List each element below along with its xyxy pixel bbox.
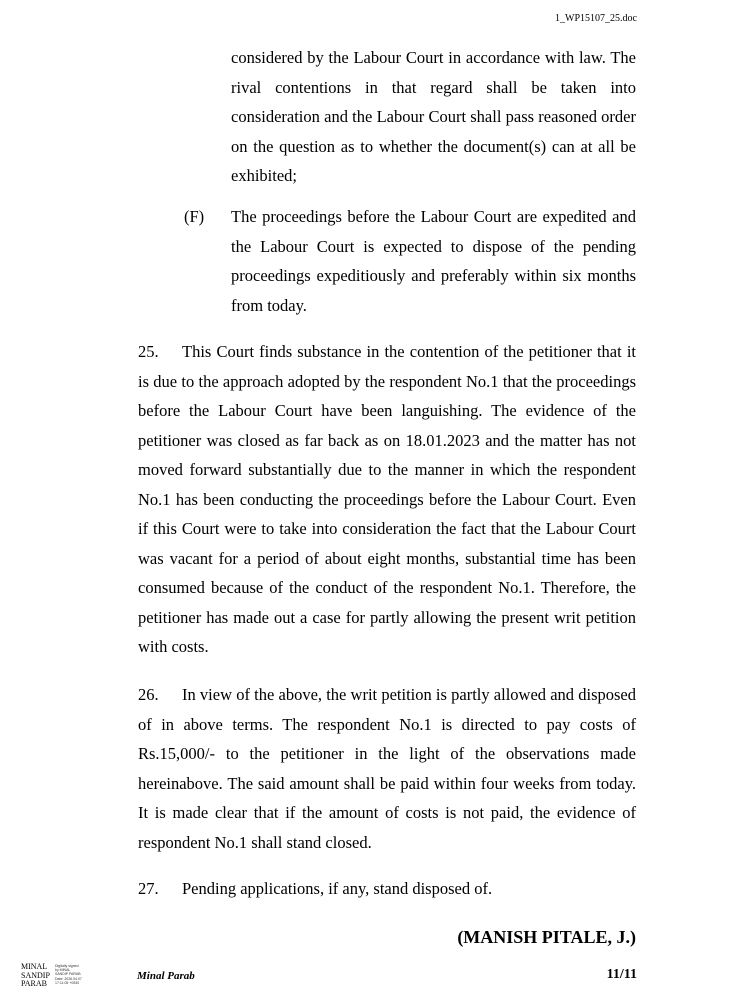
sub-clause-marker-f: (F) <box>184 207 205 226</box>
stamp-detail-line: SANDIP PARAB <box>55 972 81 977</box>
paragraph-number: 26. <box>138 685 159 704</box>
digital-signature-details <box>55 964 89 985</box>
stamp-detail-line: by MINAL <box>55 968 71 973</box>
stamp-name-line: SANDIP <box>21 970 50 980</box>
paragraph-number: 27. <box>138 879 159 898</box>
judge-signature: (MANISH PITALE, J.) <box>457 927 636 947</box>
continued-sub-clause-text: considered by the Labour Court in accordance with law. The rival contentions in that regard shall be taken into consideration and the Labour Court shall pass reasoned order on the question as to whether the document(s) can at all be exhibited; <box>231 48 636 185</box>
document-reference: 1_WP15107_25.doc <box>555 13 637 24</box>
digital-signature-name <box>21 963 50 989</box>
stamp-name-line: MINAL <box>21 962 48 971</box>
paragraph-25 <box>138 337 636 662</box>
sub-clause-text-f: The proceedings before the Labour Court are expedited and the Labour Court is expected to dispose of the pending proceedings expeditiously and preferably within six months from today. <box>231 207 636 315</box>
paragraph-text: This Court finds substance in the contention of the petitioner that it is due to the approach adopted by the respondent No.1 that the proceedings before the Labour Court have been languishing. The evidence of the petitioner was closed as far back as on 18.01.2023 and the matter has not moved forward substantially due to the manner in which the respondent No.1 has been conducting the proceedings before the Labour Court. Even if this Court were to take into consideration the fact that the Labour Court was vacant for a period of about eight months, substantial time has been consumed because of the conduct of the respondent No.1. Therefore, the petitioner has made out a case for partly allowing the present writ petition with costs. <box>138 342 636 656</box>
paragraph-27 <box>138 874 636 904</box>
paragraph-text: In view of the above, the writ petition is partly allowed and disposed of in above terms. The respondent No.1 is directed to pay costs of Rs.15,000/- to the petitioner in the light of the observations made hereinabove. The said amount shall be paid within four weeks from today. It is made clear that if the amount of costs is not paid, the evidence of respondent No.1 shall stand closed. <box>138 685 636 852</box>
paragraph-text: Pending applications, if any, stand disposed of. <box>182 879 493 898</box>
stamp-detail-line: Digitally signed <box>55 964 79 968</box>
stamp-detail-line: 17:11:05 +0530 <box>55 980 80 985</box>
stamp-detail-line: Date: 2026.04.07 <box>55 976 82 981</box>
paragraph-number: 25. <box>138 342 159 361</box>
paragraph-26 <box>138 680 636 857</box>
footer-author-name: Minal Parab <box>137 970 195 982</box>
page-number: 11/11 <box>606 967 637 982</box>
stamp-name-line: PARAB <box>21 979 47 988</box>
